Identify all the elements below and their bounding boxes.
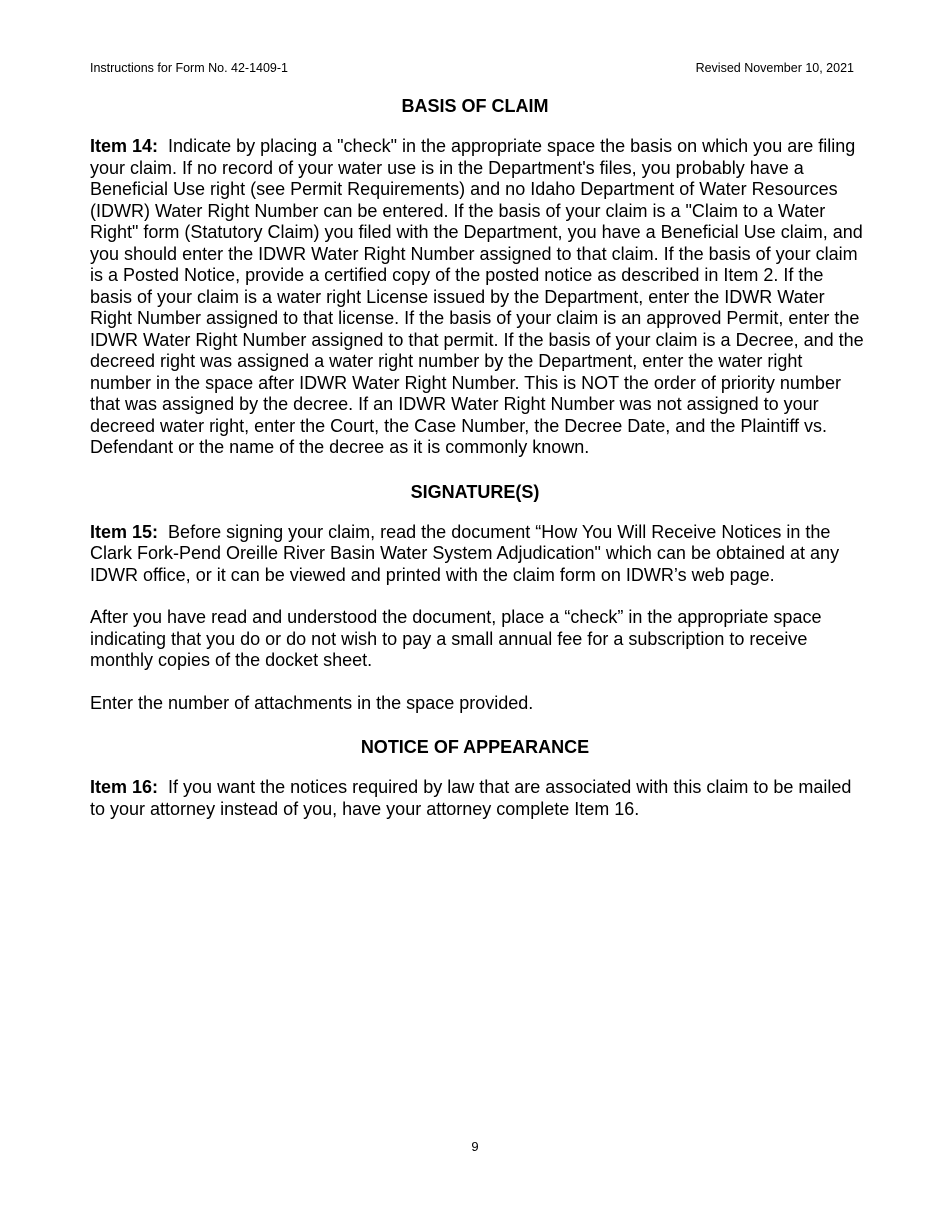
- item-14-paragraph: [90, 136, 864, 459]
- item-15-label: Item 15:: [90, 521, 159, 542]
- section-title-basis-of-claim: BASIS OF CLAIM: [401, 96, 549, 116]
- item-15-paragraph: [90, 522, 864, 587]
- item-16-text: If you want the notices required by law that are associated with this claim to be mailed to your attorney instead of you, have your attorney complete Item 16.: [90, 777, 852, 819]
- section-title-notice-of-appearance: NOTICE OF APPEARANCE: [360, 737, 590, 757]
- revision-date: Revised November 10, 2021: [695, 61, 854, 75]
- item-16-paragraph: [90, 777, 864, 820]
- attachments-paragraph: Enter the number of attachments in the space provided.: [90, 692, 534, 713]
- document-body: [90, 94, 864, 841]
- item-14-label: Item 14:: [90, 136, 159, 156]
- item-16-label: Item 16:: [90, 777, 159, 797]
- subscription-paragraph: After you have read and understood the document, place a “check” in the appropriate space indicating that you do or do not wish to pay a small annual fee for a subscription to receive monthly copies of the docket sheet.: [90, 607, 822, 670]
- page-number: 9: [471, 1139, 479, 1154]
- form-instructions-label: Instructions for Form No. 42-1409-1: [90, 61, 288, 75]
- section-title-signatures: SIGNATURE(S): [410, 481, 540, 502]
- page-header: [90, 60, 854, 76]
- item-15-text: Before signing your claim, read the document “How You Will Receive Notices in the Clark Fork-Pend Oreille River Basin Water System Adjudication" which can be obtained at any IDWR office, or it can be viewed and printed with the claim form on IDWR’s web page.: [90, 521, 840, 585]
- item-14-text: Indicate by placing a "check" in the appropriate space the basis on which you are filing your claim. If no record of your water use is in the Department's files, you probably have a Beneficial Use right (see Permit Requirements) and no Idaho Department of Water Resources (IDWR) Water Right Number can be entered. If the basis of your claim is a "Claim to a Water Right" form (Statutory Claim) you filed with the Department, you have a Beneficial Use claim, and you should enter the IDWR Water Right Number assigned to that claim. If the basis of your claim is a Posted Notice, provide a certified copy of the posted notice as described in Item 2. If the basis of your claim is a water right License issued by the Department, enter the IDWR Water Right Number assigned to that license. If the basis of your claim is an approved Permit, enter the IDWR Water Right Number assigned to that permit. If the basis of your claim is a Decree, and the decreed right was assigned a water right number by the Department, enter the water right number in the space after IDWR Water Right Number. This is NOT the order of priority number that was assigned by the decree. If an IDWR Water Right Number was not assigned to your decreed water right, enter the Court, the Case Number, the Decree Date, and the Plaintiff vs. Defendant or the name of the decree as it is commonly known.: [90, 136, 864, 457]
